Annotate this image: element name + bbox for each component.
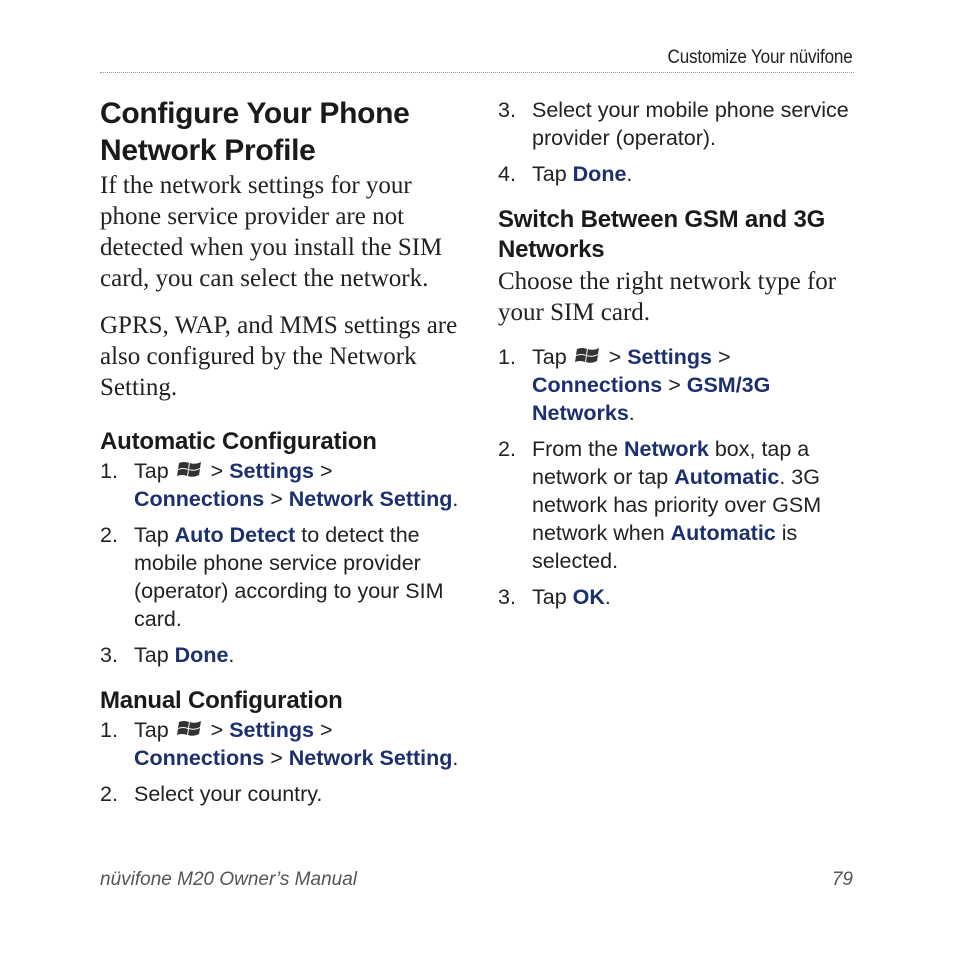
auto-config-steps	[100, 457, 460, 669]
separator: >	[210, 718, 224, 742]
separator: >	[270, 746, 283, 770]
windows-start-icon	[176, 458, 204, 482]
tap-word: Tap	[134, 459, 169, 483]
step-number: 2.	[498, 437, 516, 461]
list-item	[100, 641, 460, 669]
automatic-label: Automatic	[670, 521, 776, 545]
manual-config-heading: Manual Configuration	[100, 687, 343, 714]
period: .	[604, 585, 611, 609]
manual-config-steps	[100, 716, 460, 808]
switch-networks-steps	[498, 343, 858, 611]
done-label: Done	[572, 162, 627, 186]
step-number: 3.	[100, 643, 118, 667]
step-text: to detect the mobile phone service provider (operator) according to your SIM card.	[134, 523, 444, 631]
separator: >	[320, 718, 333, 742]
tap-word: Tap	[532, 162, 567, 186]
settings-label: Settings	[229, 718, 315, 742]
automatic-label: Automatic	[674, 465, 780, 489]
page-title	[100, 95, 460, 169]
list-item	[498, 343, 858, 427]
list-item	[100, 780, 460, 808]
list-item	[498, 160, 858, 188]
step-text: From the	[532, 437, 619, 461]
step-number: 3.	[498, 585, 516, 609]
period: .	[452, 746, 459, 770]
auto-config-heading: Automatic Configuration	[100, 428, 377, 455]
done-label: Done	[174, 643, 229, 667]
period: .	[452, 487, 459, 511]
step-number: 1.	[100, 459, 118, 483]
settings-label: Settings	[627, 345, 713, 369]
windows-start-icon	[176, 717, 204, 741]
intro-paragraph: If the network settings for your phone service provider are not detected when you install the SIM card, you can select the network.	[100, 172, 443, 292]
separator: >	[608, 345, 622, 369]
separator: >	[718, 345, 731, 369]
switch-networks-heading: Switch Between GSM and 3G Networks	[498, 206, 826, 263]
left-column	[100, 95, 460, 808]
separator: >	[210, 459, 224, 483]
intro-paragraph-2: GPRS, WAP, and MMS settings are also configured by the Network Setting.	[100, 312, 458, 401]
list-item	[498, 435, 858, 575]
auto-detect-label: Auto Detect	[174, 523, 296, 547]
page-header-title: Customize Your nüvifone	[667, 47, 853, 68]
connections-label: Connections	[134, 746, 265, 770]
manual-config-steps-continued	[498, 96, 858, 188]
step-text: Select your mobile phone service provider (operator).	[532, 98, 849, 150]
step-number: 3.	[498, 98, 516, 122]
step-text: . 3G network has priority over GSM network when	[532, 465, 822, 545]
separator: >	[270, 487, 283, 511]
step-number: 1.	[498, 345, 516, 369]
tap-word: Tap	[134, 643, 169, 667]
list-item	[498, 96, 858, 152]
list-item	[100, 521, 460, 633]
separator: >	[668, 373, 681, 397]
step-number: 1.	[100, 718, 118, 742]
gsm-3g-networks-label: GSM/3G Networks	[532, 373, 771, 425]
settings-label: Settings	[229, 459, 315, 483]
windows-start-icon	[574, 344, 602, 368]
header-rule	[100, 72, 854, 73]
connections-label: Connections	[134, 487, 265, 511]
separator: >	[320, 459, 333, 483]
network-label: Network	[624, 437, 709, 461]
right-column	[498, 96, 858, 611]
step-number: 4.	[498, 162, 516, 186]
step-text: Select your country.	[134, 782, 323, 806]
switch-intro: Choose the right network type for your SIM card.	[498, 268, 837, 326]
network-setting-label: Network Setting	[288, 746, 453, 770]
tap-word: Tap	[134, 718, 169, 742]
list-item	[100, 457, 460, 513]
ok-label: OK	[572, 585, 605, 609]
footer-manual-title: nüvifone M20 Owner’s Manual	[100, 869, 357, 890]
network-setting-label: Network Setting	[288, 487, 453, 511]
tap-word: Tap	[134, 523, 169, 547]
step-number: 2.	[100, 782, 118, 806]
list-item	[100, 716, 460, 772]
tap-word: Tap	[532, 345, 567, 369]
list-item	[498, 583, 858, 611]
tap-word: Tap	[532, 585, 567, 609]
period: .	[228, 643, 235, 667]
step-text: is selected.	[532, 521, 798, 573]
period: .	[626, 162, 633, 186]
title-line-2: Network Profile	[100, 134, 316, 167]
connections-label: Connections	[532, 373, 663, 397]
step-text: box, tap a network or tap	[532, 437, 810, 489]
page-number: 79	[831, 869, 853, 890]
period: .	[628, 401, 635, 425]
title-line-1: Configure Your Phone	[100, 97, 410, 130]
step-number: 2.	[100, 523, 118, 547]
